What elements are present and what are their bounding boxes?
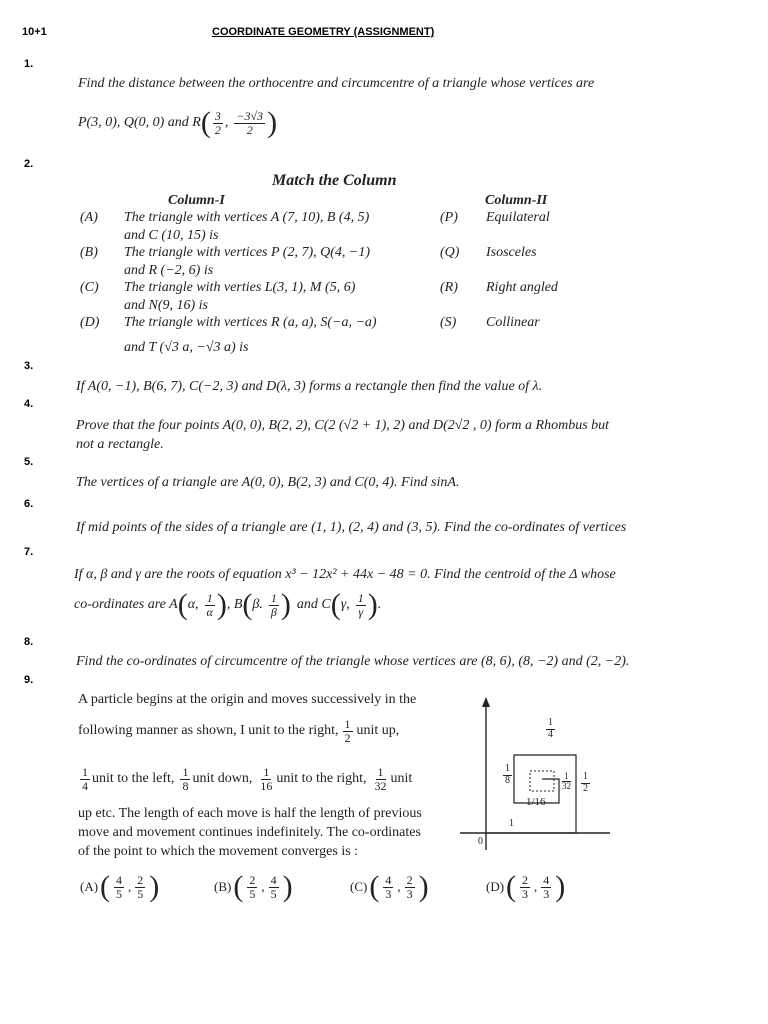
fraction [269, 874, 279, 900]
question-number-8: 8. [24, 636, 34, 648]
denominator: α [206, 604, 213, 619]
right-paren: ) [555, 870, 566, 903]
denominator: 3 [385, 886, 392, 901]
row-r-text: Right angled [486, 280, 558, 295]
right-paren: ) [367, 588, 378, 621]
y-axis-arrow [482, 697, 490, 707]
left-paren: ( [369, 870, 380, 903]
numerator: −3√3 [236, 108, 264, 123]
comma: , [397, 879, 401, 894]
right-paren: ) [149, 870, 160, 903]
numerator: 4 [543, 872, 550, 887]
text-segment: following manner as shown, I unit to the right, [78, 723, 339, 739]
text-segment: unit up, [356, 723, 400, 739]
denominator: 2 [246, 122, 253, 137]
text-segment: unit down, [192, 771, 253, 787]
comma: , [128, 879, 132, 894]
numerator: 1 [505, 763, 510, 774]
label-thirty-second [560, 772, 573, 792]
row-p-tag: (P) [440, 210, 458, 225]
denominator: 4 [82, 778, 88, 793]
question-9-line2 [78, 718, 399, 744]
question-number-3: 3. [24, 360, 34, 372]
coordinate-value: α, [187, 597, 199, 612]
row-a-line1: The triangle with vertices A (7, 10), B (4, 5) [124, 210, 370, 225]
right-paren: ) [267, 106, 278, 139]
question-number-1: 1. [24, 58, 34, 70]
question-4-line1: Prove that the four points A(0, 0), B(2, 2), C(2 (√2 + 1), 2) and D(2√2 , 0) form a Rhombus but [76, 418, 610, 433]
numerator: 1 [564, 771, 569, 781]
converging-square [530, 771, 554, 791]
row-q-text: Isosceles [486, 245, 537, 260]
fraction [269, 592, 279, 618]
numerator: 2 [406, 872, 413, 887]
option-a[interactable] [80, 872, 159, 902]
numerator: 4 [270, 872, 277, 887]
fraction [541, 874, 551, 900]
coordinate-value: γ, [340, 597, 350, 612]
row-d-tag: (D) [80, 315, 100, 330]
numerator: 4 [385, 872, 392, 887]
left-paren: ( [233, 870, 244, 903]
fraction [560, 772, 573, 792]
denominator: 5 [270, 886, 277, 901]
comma: , [261, 879, 265, 894]
question-9-line5: move and movement continues indefinitely. The co-ordinates [78, 825, 421, 840]
numerator: 1 [263, 765, 270, 779]
question-6-text: If mid points of the sides of a triangle are (1, 1), (2, 4) and (3, 5). Find the co-ordinates of vertices [76, 520, 627, 535]
numerator: 1 [206, 590, 213, 605]
denominator: 8 [182, 778, 189, 793]
question-3-text: If A(0, −1), B(6, 7), C(−2, 3) and D(λ, 3) forms a rectangle then find the value of λ. [76, 379, 543, 394]
numerator: 1 [344, 717, 351, 731]
label-sixteenth: 1/16 [526, 796, 546, 808]
numerator: 4 [116, 872, 123, 887]
label-eighth [503, 764, 512, 786]
question-number-2: 2. [24, 158, 34, 170]
coordinates-label: co-ordinates are A [74, 597, 178, 612]
denominator: β [270, 604, 277, 619]
fraction [520, 874, 530, 900]
question-9-line4: up etc. The length of each move is half the length of previous [78, 806, 422, 821]
denominator: 2 [344, 730, 351, 745]
numerator: 3 [214, 108, 221, 123]
fraction [343, 718, 353, 744]
question-9-line3 [78, 766, 412, 792]
numerator: 2 [522, 872, 529, 887]
option-tag: (A) [80, 879, 99, 894]
question-7-line1: If α, β and γ are the roots of equation x³ − 12x² + 44x − 48 = 0. Find the centroid of the Δ whose [74, 567, 616, 582]
denominator: 5 [137, 886, 144, 901]
row-s-text: Collinear [486, 315, 540, 330]
option-tag: (B) [214, 879, 232, 894]
numerator: 1 [182, 765, 189, 779]
row-c-line2: and N(9, 16) is [124, 298, 208, 313]
label-origin: 0 [478, 836, 483, 847]
question-number-9: 9. [24, 674, 34, 686]
left-paren: ( [330, 588, 341, 621]
left-paren: ( [242, 588, 253, 621]
right-paren: ) [216, 588, 227, 621]
denominator: 3 [406, 886, 413, 901]
left-paren: ( [100, 870, 111, 903]
page-title: COORDINATE GEOMETRY (ASSIGNMENT) [212, 26, 435, 38]
fraction [80, 766, 90, 792]
fraction [247, 874, 257, 900]
fraction [135, 874, 145, 900]
numerator: 1 [548, 717, 553, 728]
row-b-tag: (B) [80, 245, 98, 260]
denominator: 3 [543, 886, 550, 901]
coordinate-label: and C [296, 597, 331, 612]
left-paren: ( [506, 870, 517, 903]
class-label: 10+1 [22, 26, 47, 38]
right-paren: ) [280, 588, 291, 621]
denominator: 3 [522, 886, 529, 901]
text-segment: unit [390, 771, 413, 787]
label-half [581, 772, 590, 794]
question-number-5: 5. [24, 456, 34, 468]
fraction [405, 874, 415, 900]
period: . [377, 597, 382, 612]
question-1-text: Find the distance between the orthocentre and circumcentre of a triangle whose vertices are [78, 76, 595, 91]
fraction [213, 110, 223, 136]
fraction [258, 766, 274, 792]
question-1-points-text: P(3, 0), Q(0, 0) and R [78, 115, 201, 130]
match-column-title: Match the Column [272, 172, 397, 189]
coordinate-value: β. [252, 597, 263, 612]
fraction [373, 766, 389, 792]
numerator: 1 [357, 590, 364, 605]
fraction [180, 766, 190, 792]
denominator: 2 [583, 782, 588, 794]
option-d[interactable] [486, 872, 565, 902]
denominator: 5 [249, 886, 256, 901]
row-q-tag: (Q) [440, 245, 460, 260]
row-c-line1: The triangle with verties L(3, 1), M (5, 6) [124, 280, 356, 295]
denominator: 32 [374, 778, 387, 793]
row-b-line2: and R (−2, 6) is [124, 263, 214, 278]
question-9-line1: A particle begins at the origin and moves successively in the [78, 692, 417, 707]
row-r-tag: (R) [440, 280, 458, 295]
spiral-movement-figure [455, 695, 620, 855]
question-4-line2: not a rectangle. [76, 437, 164, 452]
question-number-7: 7. [24, 546, 34, 558]
question-number-6: 6. [24, 498, 34, 510]
row-d-line2: and T (√3 a, −√3 a) is [124, 340, 249, 355]
numerator: 2 [137, 872, 144, 887]
fraction [581, 772, 590, 794]
label-quarter [546, 718, 555, 740]
column-2-header: Column-II [485, 193, 548, 208]
row-c-tag: (C) [80, 280, 99, 295]
question-1-points [78, 108, 277, 138]
coordinate-label: , B [226, 597, 243, 612]
numerator: 1 [82, 765, 88, 779]
denominator: 8 [505, 774, 510, 786]
separator: , [224, 115, 229, 130]
row-a-line2: and C (10, 15) is [124, 228, 219, 243]
question-8-text: Find the co-ordinates of circumcentre of the triangle whose vertices are (8, 6), (8, −2) and (2, −2). [76, 654, 630, 669]
right-paren: ) [418, 870, 429, 903]
denominator: γ [358, 604, 364, 619]
numerator: 1 [583, 771, 588, 782]
denominator: 4 [548, 728, 553, 740]
fraction [356, 592, 366, 618]
denominator: 32 [562, 781, 571, 792]
row-p-text: Equilateral [486, 210, 550, 225]
column-1-header: Column-I [168, 193, 225, 208]
right-paren: ) [282, 870, 293, 903]
question-9-line6: of the point to which the movement converges is : [78, 844, 359, 859]
option-b[interactable] [214, 872, 293, 902]
fraction [234, 110, 265, 136]
option-tag: (C) [350, 879, 368, 894]
numerator: 2 [249, 872, 256, 887]
row-d-line1: The triangle with vertices R (a, a), S(−a, −a) [124, 315, 377, 330]
option-tag: (D) [486, 879, 505, 894]
denominator: 5 [116, 886, 123, 901]
left-paren: ( [177, 588, 188, 621]
movement-path [486, 755, 576, 833]
fraction [383, 874, 393, 900]
option-c[interactable] [350, 872, 429, 902]
left-paren: ( [200, 106, 211, 139]
row-b-line1: The triangle with vertices P (2, 7), Q(4, −1) [124, 245, 370, 260]
question-5-text: The vertices of a triangle are A(0, 0), B(2, 3) and C(0, 4). Find sinA. [76, 475, 460, 490]
label-one: 1 [509, 818, 514, 829]
fraction [114, 874, 124, 900]
fraction [503, 764, 512, 786]
denominator: 2 [214, 122, 221, 137]
numerator: 1 [270, 590, 277, 605]
fraction [546, 718, 555, 740]
question-number-4: 4. [24, 398, 34, 410]
text-segment: unit to the right, [276, 771, 367, 787]
text-segment: unit to the left, [92, 771, 175, 787]
question-7-coordinates [74, 590, 381, 620]
fraction [205, 592, 215, 618]
row-s-tag: (S) [440, 315, 457, 330]
row-a-tag: (A) [80, 210, 98, 225]
comma: , [534, 879, 538, 894]
denominator: 16 [260, 778, 273, 793]
numerator: 1 [377, 765, 384, 779]
